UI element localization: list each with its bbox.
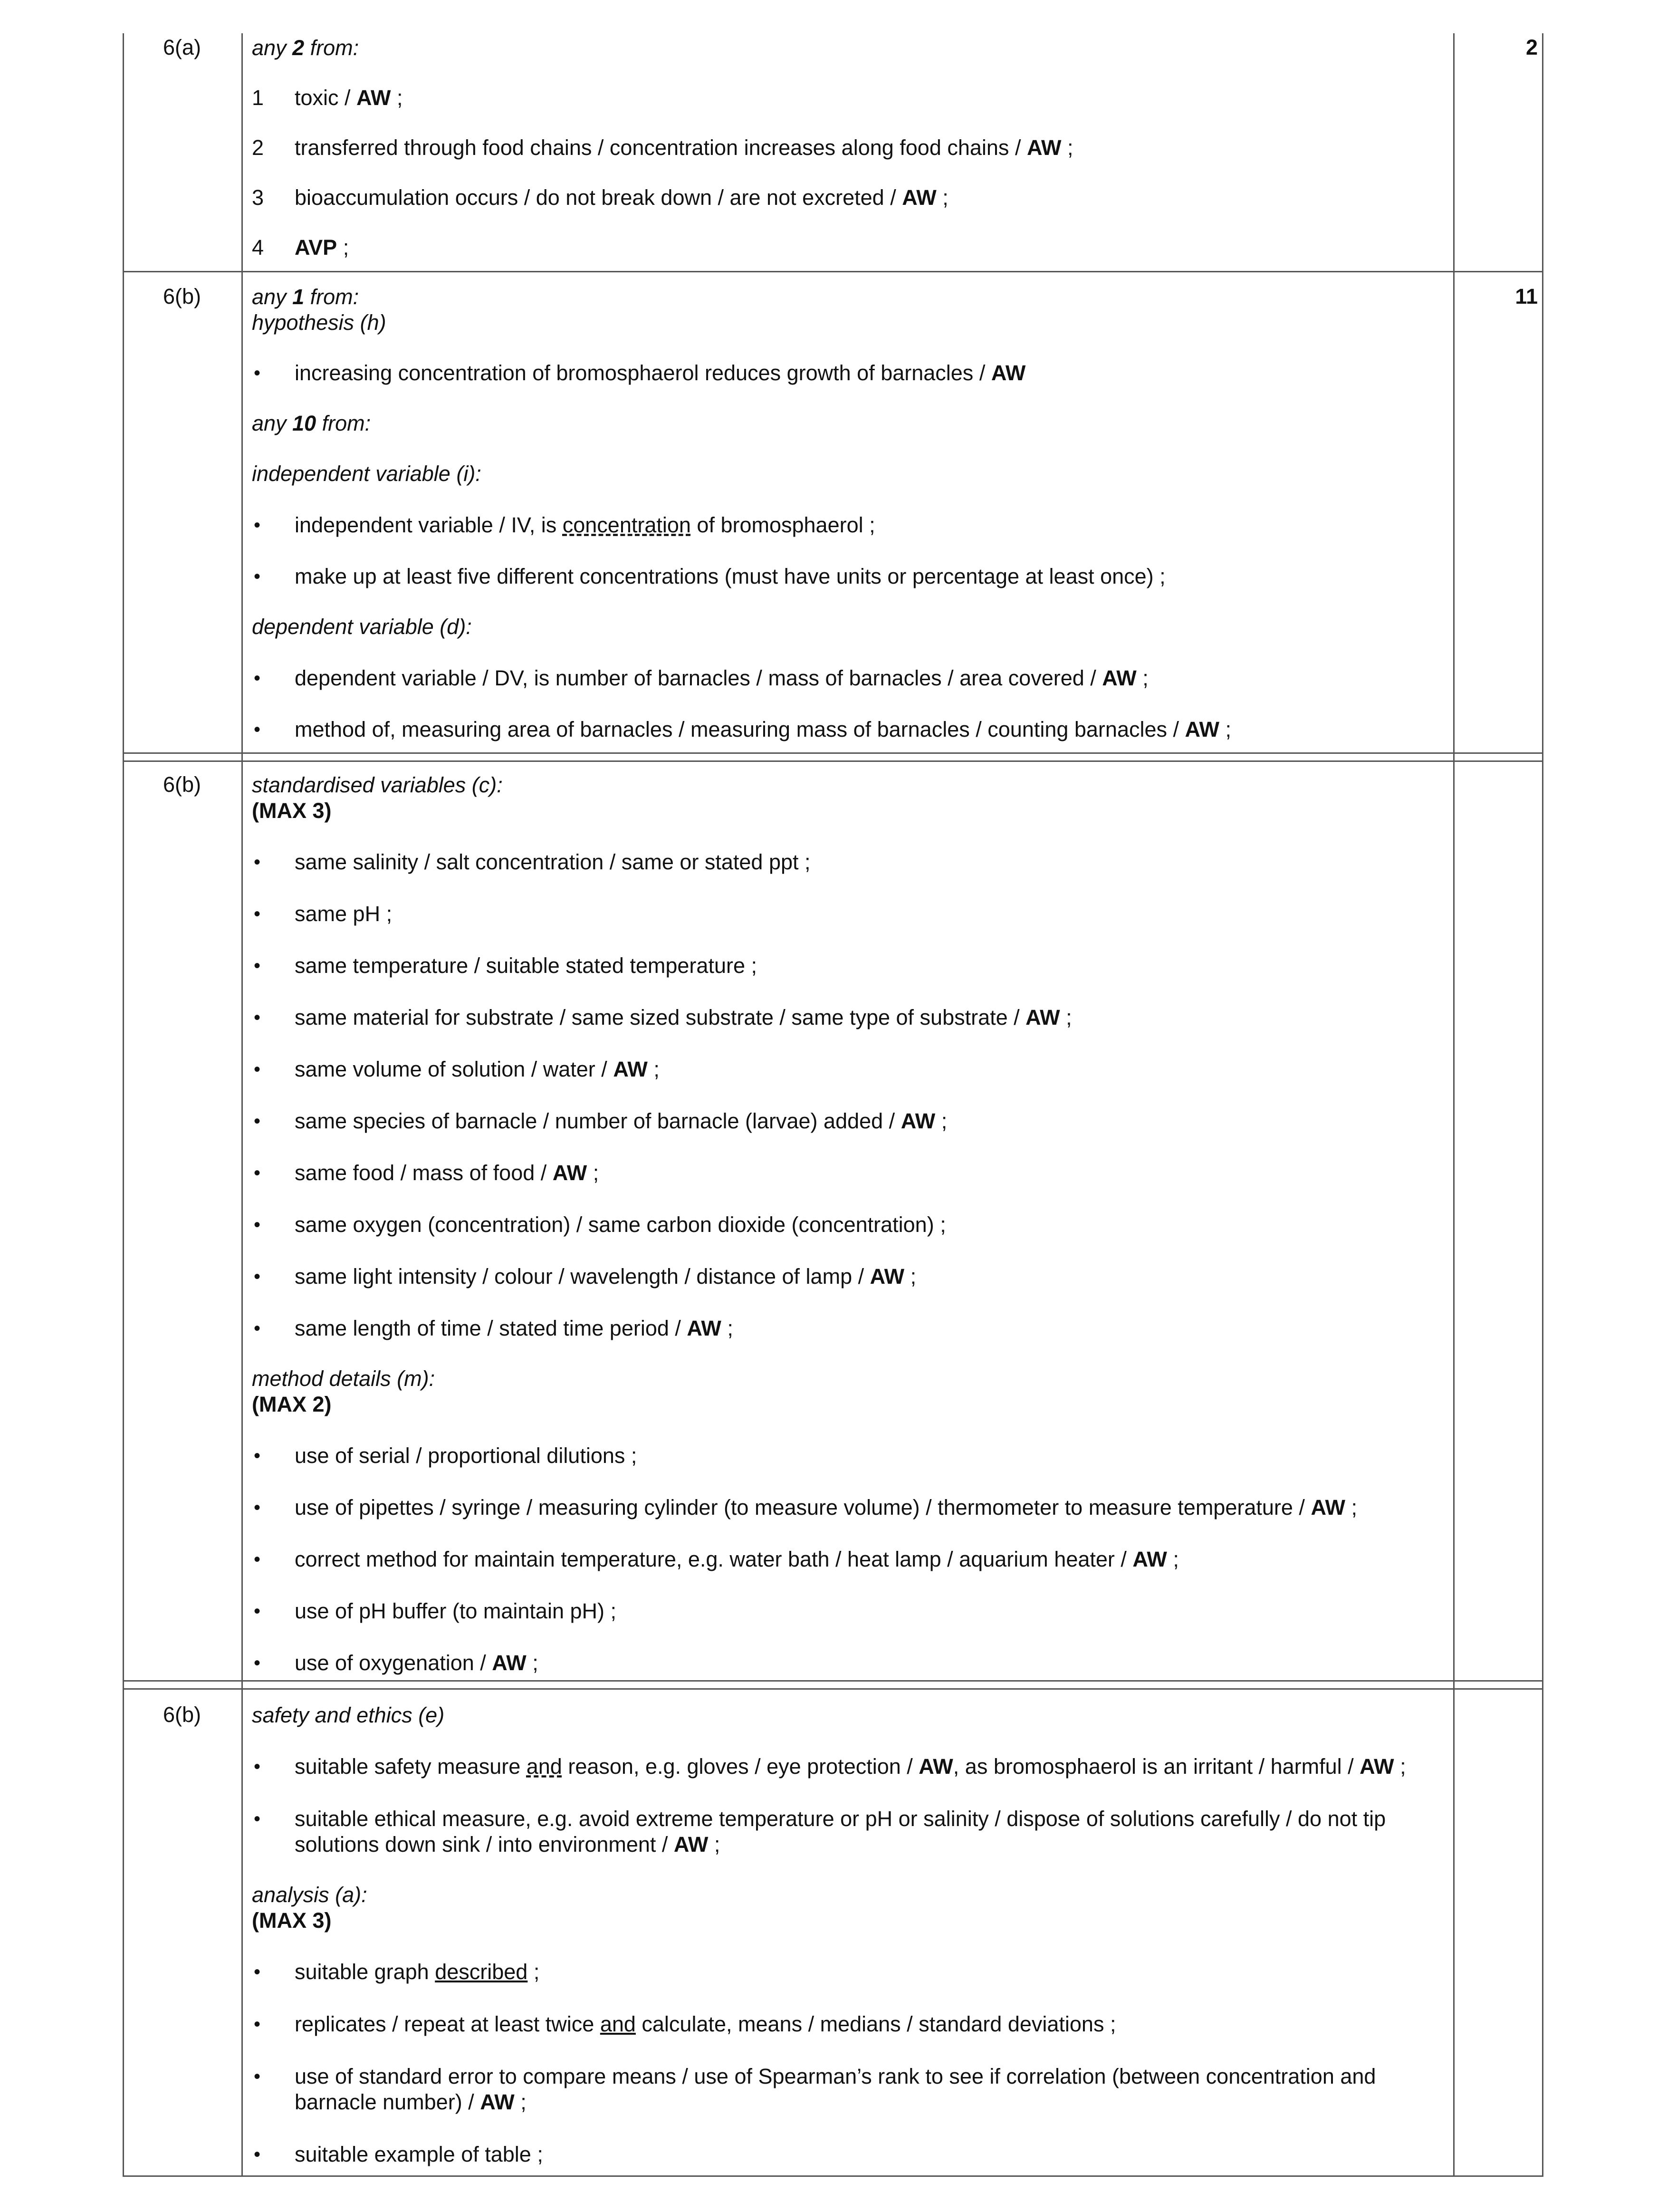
list-item: • same pH ; bbox=[254, 902, 393, 926]
bullet-glyph: • bbox=[254, 904, 261, 924]
subheading: independent variable (i): bbox=[252, 462, 481, 486]
question-number: 6(b) bbox=[163, 1702, 201, 1727]
subheading: standardised variables (c): bbox=[252, 773, 503, 797]
list-item: • use of pH buffer (to maintain pH) ; bbox=[254, 1599, 616, 1623]
list-item: • same length of time / stated time period / AW ; bbox=[254, 1316, 733, 1340]
list-item: • independent variable / IV, is concentration of bromosphaerol ; bbox=[254, 513, 875, 537]
question-number: 6(b) bbox=[163, 772, 201, 797]
row-divider bbox=[123, 1680, 1543, 1682]
bullet-glyph: • bbox=[254, 1445, 261, 1466]
instruction: any 10 from: bbox=[252, 411, 371, 435]
question-number: 6(b) bbox=[163, 284, 201, 308]
subheading: dependent variable (d): bbox=[252, 615, 472, 639]
max-note: (MAX 2) bbox=[252, 1392, 332, 1416]
max-note: (MAX 3) bbox=[252, 1908, 332, 1933]
answer-block-6a bbox=[252, 35, 1435, 260]
bullet-glyph: • bbox=[254, 1318, 261, 1339]
list-item: • same food / mass of food / AW ; bbox=[254, 1161, 599, 1185]
list-item: • same light intensity / colour / wavelength / distance of lamp / AW ; bbox=[254, 1264, 917, 1289]
method-details-list bbox=[252, 1443, 1435, 1676]
row-divider bbox=[123, 760, 1543, 762]
list-item: • increasing concentration of bromosphaerol reduces growth of barnacles / AW bbox=[254, 361, 1026, 385]
bullet-glyph: • bbox=[254, 1549, 261, 1570]
standardised-variables-list bbox=[252, 849, 1435, 1341]
answer-block-6b-part2 bbox=[252, 772, 1435, 1676]
bullet-glyph: • bbox=[254, 1059, 261, 1080]
list-item: • use of standard error to compare means / use of Spearman’s rank to see if correlation (between concentration and barnacle number) / AW ; bbox=[254, 2064, 1376, 2114]
list-item: • same volume of solution / water / AW ; bbox=[254, 1057, 660, 1081]
list-item: • same material for substrate / same sized substrate / same type of substrate / AW ; bbox=[254, 1005, 1072, 1029]
bullet-glyph: • bbox=[254, 1266, 261, 1287]
subheading: safety and ethics (e) bbox=[252, 1703, 445, 1727]
list-item: • same species of barnacle / number of barnacle (larvae) added / AW ; bbox=[254, 1109, 948, 1133]
subheading: analysis (a): bbox=[252, 1883, 367, 1907]
list-item: • same temperature / suitable stated temperature ; bbox=[254, 953, 757, 978]
list-item: • suitable safety measure and reason, e.g. gloves / eye protection / AW, as bromosphaerol is an irritant / harmful / AW ; bbox=[254, 1754, 1406, 1779]
question-number: 6(a) bbox=[163, 35, 201, 59]
row-divider bbox=[123, 752, 1543, 754]
list-item: • replicates / repeat at least twice and calculate, means / medians / standard deviations ; bbox=[254, 2012, 1116, 2036]
row-divider bbox=[123, 271, 1543, 272]
list-item: 3 bioaccumulation occurs / do not break down / are not excreted / AW ; bbox=[252, 185, 948, 210]
list-item: • dependent variable / DV, is number of barnacles / mass of barnacles / area covered / AW ; bbox=[254, 666, 1149, 690]
bullet-glyph: • bbox=[254, 852, 261, 873]
list-item: • make up at least five different concentrations (must have units or percentage at least once) ; bbox=[254, 564, 1166, 588]
bullet-glyph: • bbox=[254, 1007, 261, 1028]
row-divider bbox=[123, 1688, 1543, 1690]
instruction: any 2 from: bbox=[252, 36, 359, 60]
list-item: 1 toxic / AW ; bbox=[252, 86, 403, 110]
list-item: • correct method for maintain temperature, e.g. water bath / heat lamp / aquarium heater / AW ; bbox=[254, 1547, 1179, 1571]
list-item: 4 AVP ; bbox=[252, 235, 349, 260]
list-item: • same salinity / salt concentration / same or stated ppt ; bbox=[254, 850, 811, 874]
list-item: • same oxygen (concentration) / same carbon dioxide (concentration) ; bbox=[254, 1212, 946, 1237]
subheading: method details (m): bbox=[252, 1366, 435, 1391]
list-item: • suitable ethical measure, e.g. avoid extreme temperature or pH or salinity / dispose of solutions carefully / do not tip solutions down sink / into environment / AW ; bbox=[254, 1807, 1386, 1856]
marks-value: 11 bbox=[1515, 284, 1538, 308]
list-item: 2 transferred through food chains / concentration increases along food chains / AW ; bbox=[252, 135, 1073, 160]
bullet-glyph: • bbox=[254, 1497, 261, 1518]
bullet-glyph: • bbox=[254, 1601, 261, 1622]
answer-block-6b-part3 bbox=[252, 1702, 1435, 2167]
column-divider-question bbox=[241, 33, 243, 2177]
marks-value: 2 bbox=[1525, 35, 1538, 59]
list-item: • use of serial / proportional dilutions ; bbox=[254, 1443, 637, 1468]
list-item: • method of, measuring area of barnacles / measuring mass of barnacles / counting barnacles / AW ; bbox=[254, 717, 1232, 741]
bullet-glyph: • bbox=[254, 1163, 261, 1183]
bullet-glyph: • bbox=[254, 1214, 261, 1235]
bullet-glyph: • bbox=[254, 1653, 261, 1673]
max-note: (MAX 3) bbox=[252, 798, 332, 823]
list-item: • use of pipettes / syringe / measuring cylinder (to measure volume) / thermometer to measure temperature / AW ; bbox=[254, 1495, 1357, 1520]
answer-block-6b-part1 bbox=[252, 284, 1435, 742]
bullet-glyph: • bbox=[254, 1111, 261, 1132]
list-item: • suitable graph described ; bbox=[254, 1960, 540, 1984]
list-item: • use of oxygenation / AW ; bbox=[254, 1651, 538, 1675]
list-item: • suitable example of table ; bbox=[254, 2142, 543, 2166]
column-divider-marks bbox=[1453, 33, 1455, 2177]
subheading: hypothesis (h) bbox=[252, 310, 386, 335]
instruction: any 1 from: bbox=[252, 285, 359, 309]
bullet-glyph: • bbox=[254, 955, 261, 976]
